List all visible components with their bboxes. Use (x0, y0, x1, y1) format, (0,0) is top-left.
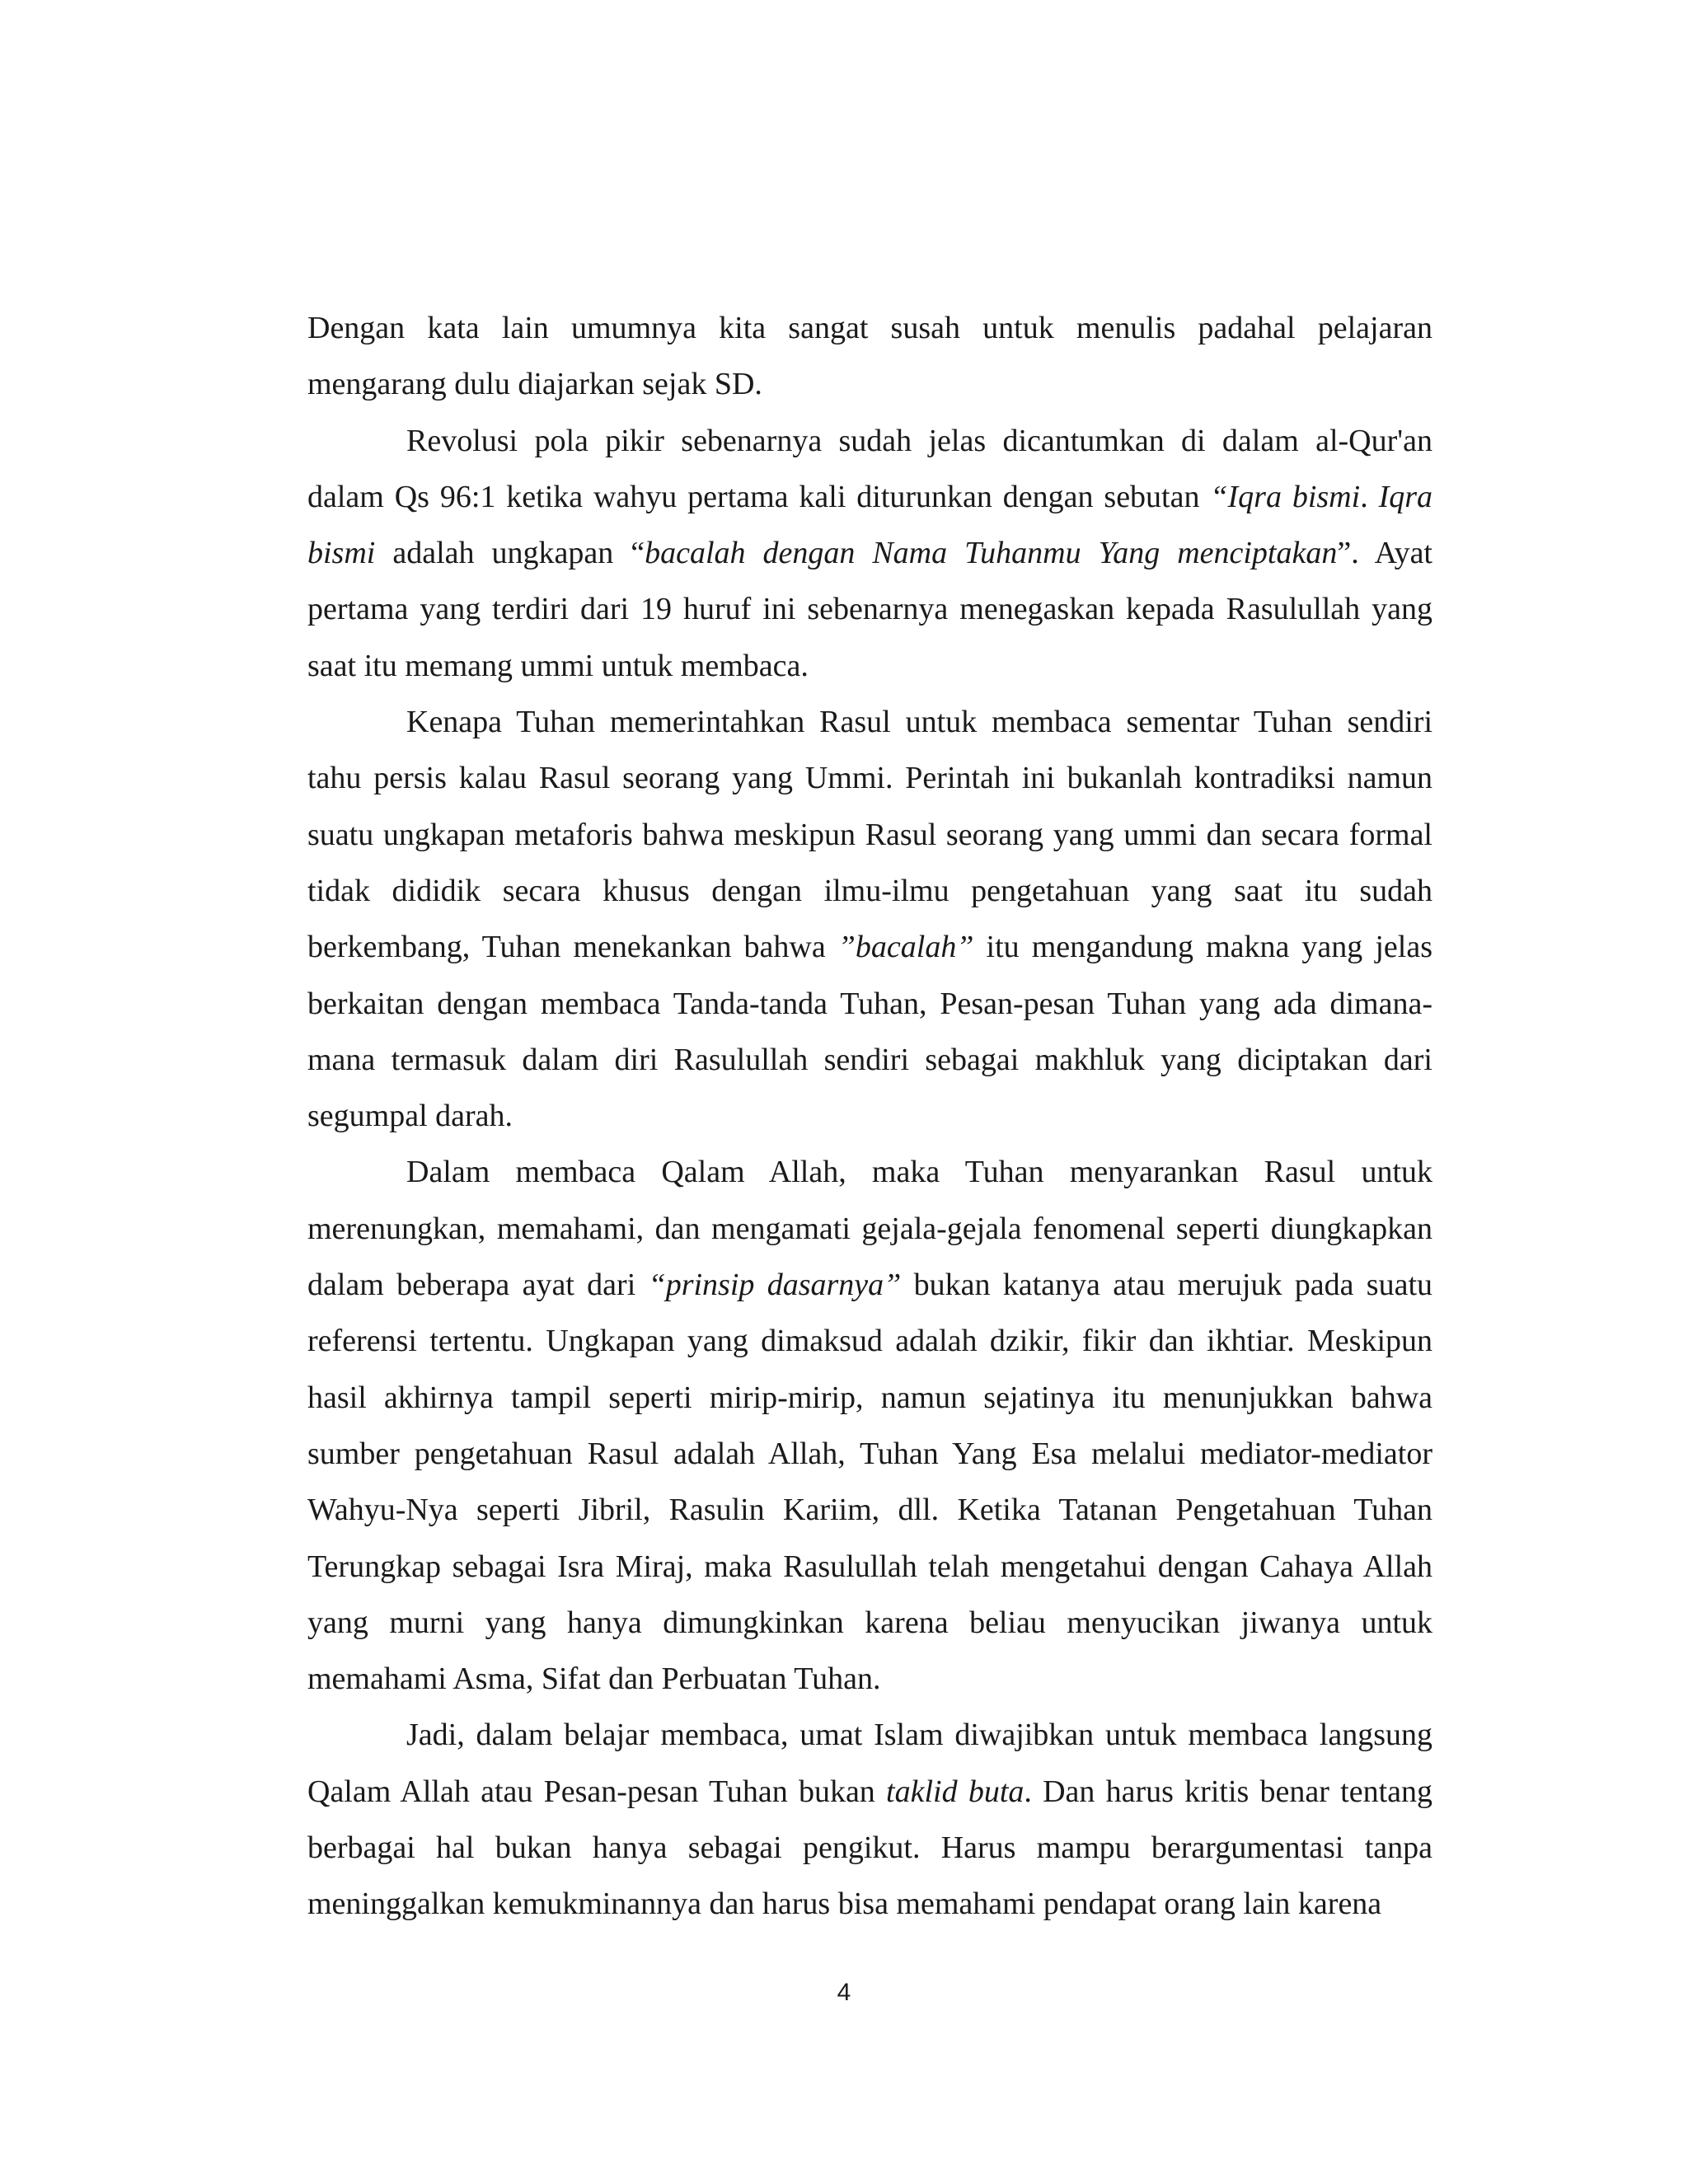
italic-phrase: “prinsip dasarnya” (648, 1268, 902, 1303)
paragraph-text: Jadi, dalam belajar membaca, umat Islam diwajibkan untuk membaca langsung Qalam Allah atau Pesan-pesan Tuhan bukan (307, 1718, 1432, 1809)
paragraph-text: adalah ungkapan “ (375, 536, 645, 571)
paragraph-text: bukan katanya atau merujuk pada suatu referensi tertentu. Ungkapan yang dimaksud adalah dzikir, fikir dan ikhtiar. Meskipun hasil akhirnya tampil seperti mirip-mirip, namun sejatinya itu menunjukkan bahwa sumber pengetahuan Rasul adalah Allah, Tuhan Yang Esa melalui mediator-mediator Wahyu-Nya seperti Jibril, Rasulin Kariim, dll. Ketika Tatanan Pengetahuan Tuhan Terungkap sebagai Isra Miraj, maka Rasulullah telah mengetahui dengan Cahaya Allah yang murni yang hanya dimungkinkan karena beliau menyucikan jiwanya untuk memahami Asma, Sifat dan Perbuatan Tuhan. (307, 1268, 1432, 1697)
paragraph-text: Dalam membaca Qalam Allah, maka Tuhan menyarankan Rasul untuk merenungkan, memahami, dan mengamati gejala-gejala fenomenal seperti diungkapkan dalam beberapa ayat dari (307, 1155, 1432, 1303)
paragraph-text: itu mengandung makna yang jelas berkaitan dengan membaca Tanda-tanda Tuhan, Pesan-pesan Tuhan yang ada dimana-mana termasuk dalam diri Rasulullah sendiri sebagai makhluk yang diciptakan dari segumpal darah. (307, 930, 1432, 1134)
italic-phrase: Iqra bismi (307, 479, 1433, 571)
paragraph-4 (307, 1144, 1432, 1707)
italic-phrase: taklid buta (886, 1774, 1025, 1809)
paragraph-text: . Dan harus kritis benar tentang berbagai hal bukan hanya sebagai pengikut. Harus mampu berargumentasi tanpa meninggalkan kemukminannya dan harus bisa memahami pendapat orang lain karena (307, 1774, 1432, 1922)
italic-phrase: bacalah dengan Nama Tuhanmu Yang menciptakan (645, 536, 1338, 571)
paragraph-text: Kenapa Tuhan memerintahkan Rasul untuk membaca sementar Tuhan sendiri tahu persis kalau Rasul seorang yang Ummi. Perintah ini bukanlah kontradiksi namun suatu ungkapan metaforis bahwa meskipun Rasul seorang yang ummi dan secara formal tidak dididik secara khusus dengan ilmu-ilmu pengetahuan yang saat itu sudah berkembang, Tuhan menekankan bahwa (307, 705, 1432, 965)
body-text (307, 300, 1432, 1933)
italic-phrase: ”bacalah” (837, 930, 974, 965)
paragraph-1 (307, 300, 1432, 413)
paragraph-text: ”. Ayat pertama yang terdiri dari 19 huruf ini sebenarnya menegaskan kepada Rasulullah yang saat itu memang ummi untuk membaca. (307, 536, 1432, 683)
paragraph-2 (307, 413, 1432, 694)
italic-phrase: “Iqra bismi (1210, 479, 1361, 514)
paragraph-text: . (1360, 479, 1379, 514)
paragraph-text: Dengan kata lain umumnya kita sangat susah untuk menulis padahal pelajaran mengarang dulu diajarkan sejak SD. (307, 311, 1432, 402)
paragraph-5 (307, 1707, 1432, 1932)
paragraph-text: Revolusi pola pikir sebenarnya sudah jelas dicantumkan di dalam al-Qur'an dalam Qs 96:1 ketika wahyu pertama kali diturunkan dengan sebutan (307, 423, 1432, 514)
paragraph-3 (307, 694, 1432, 1144)
page-number: 4 (837, 1979, 851, 2006)
